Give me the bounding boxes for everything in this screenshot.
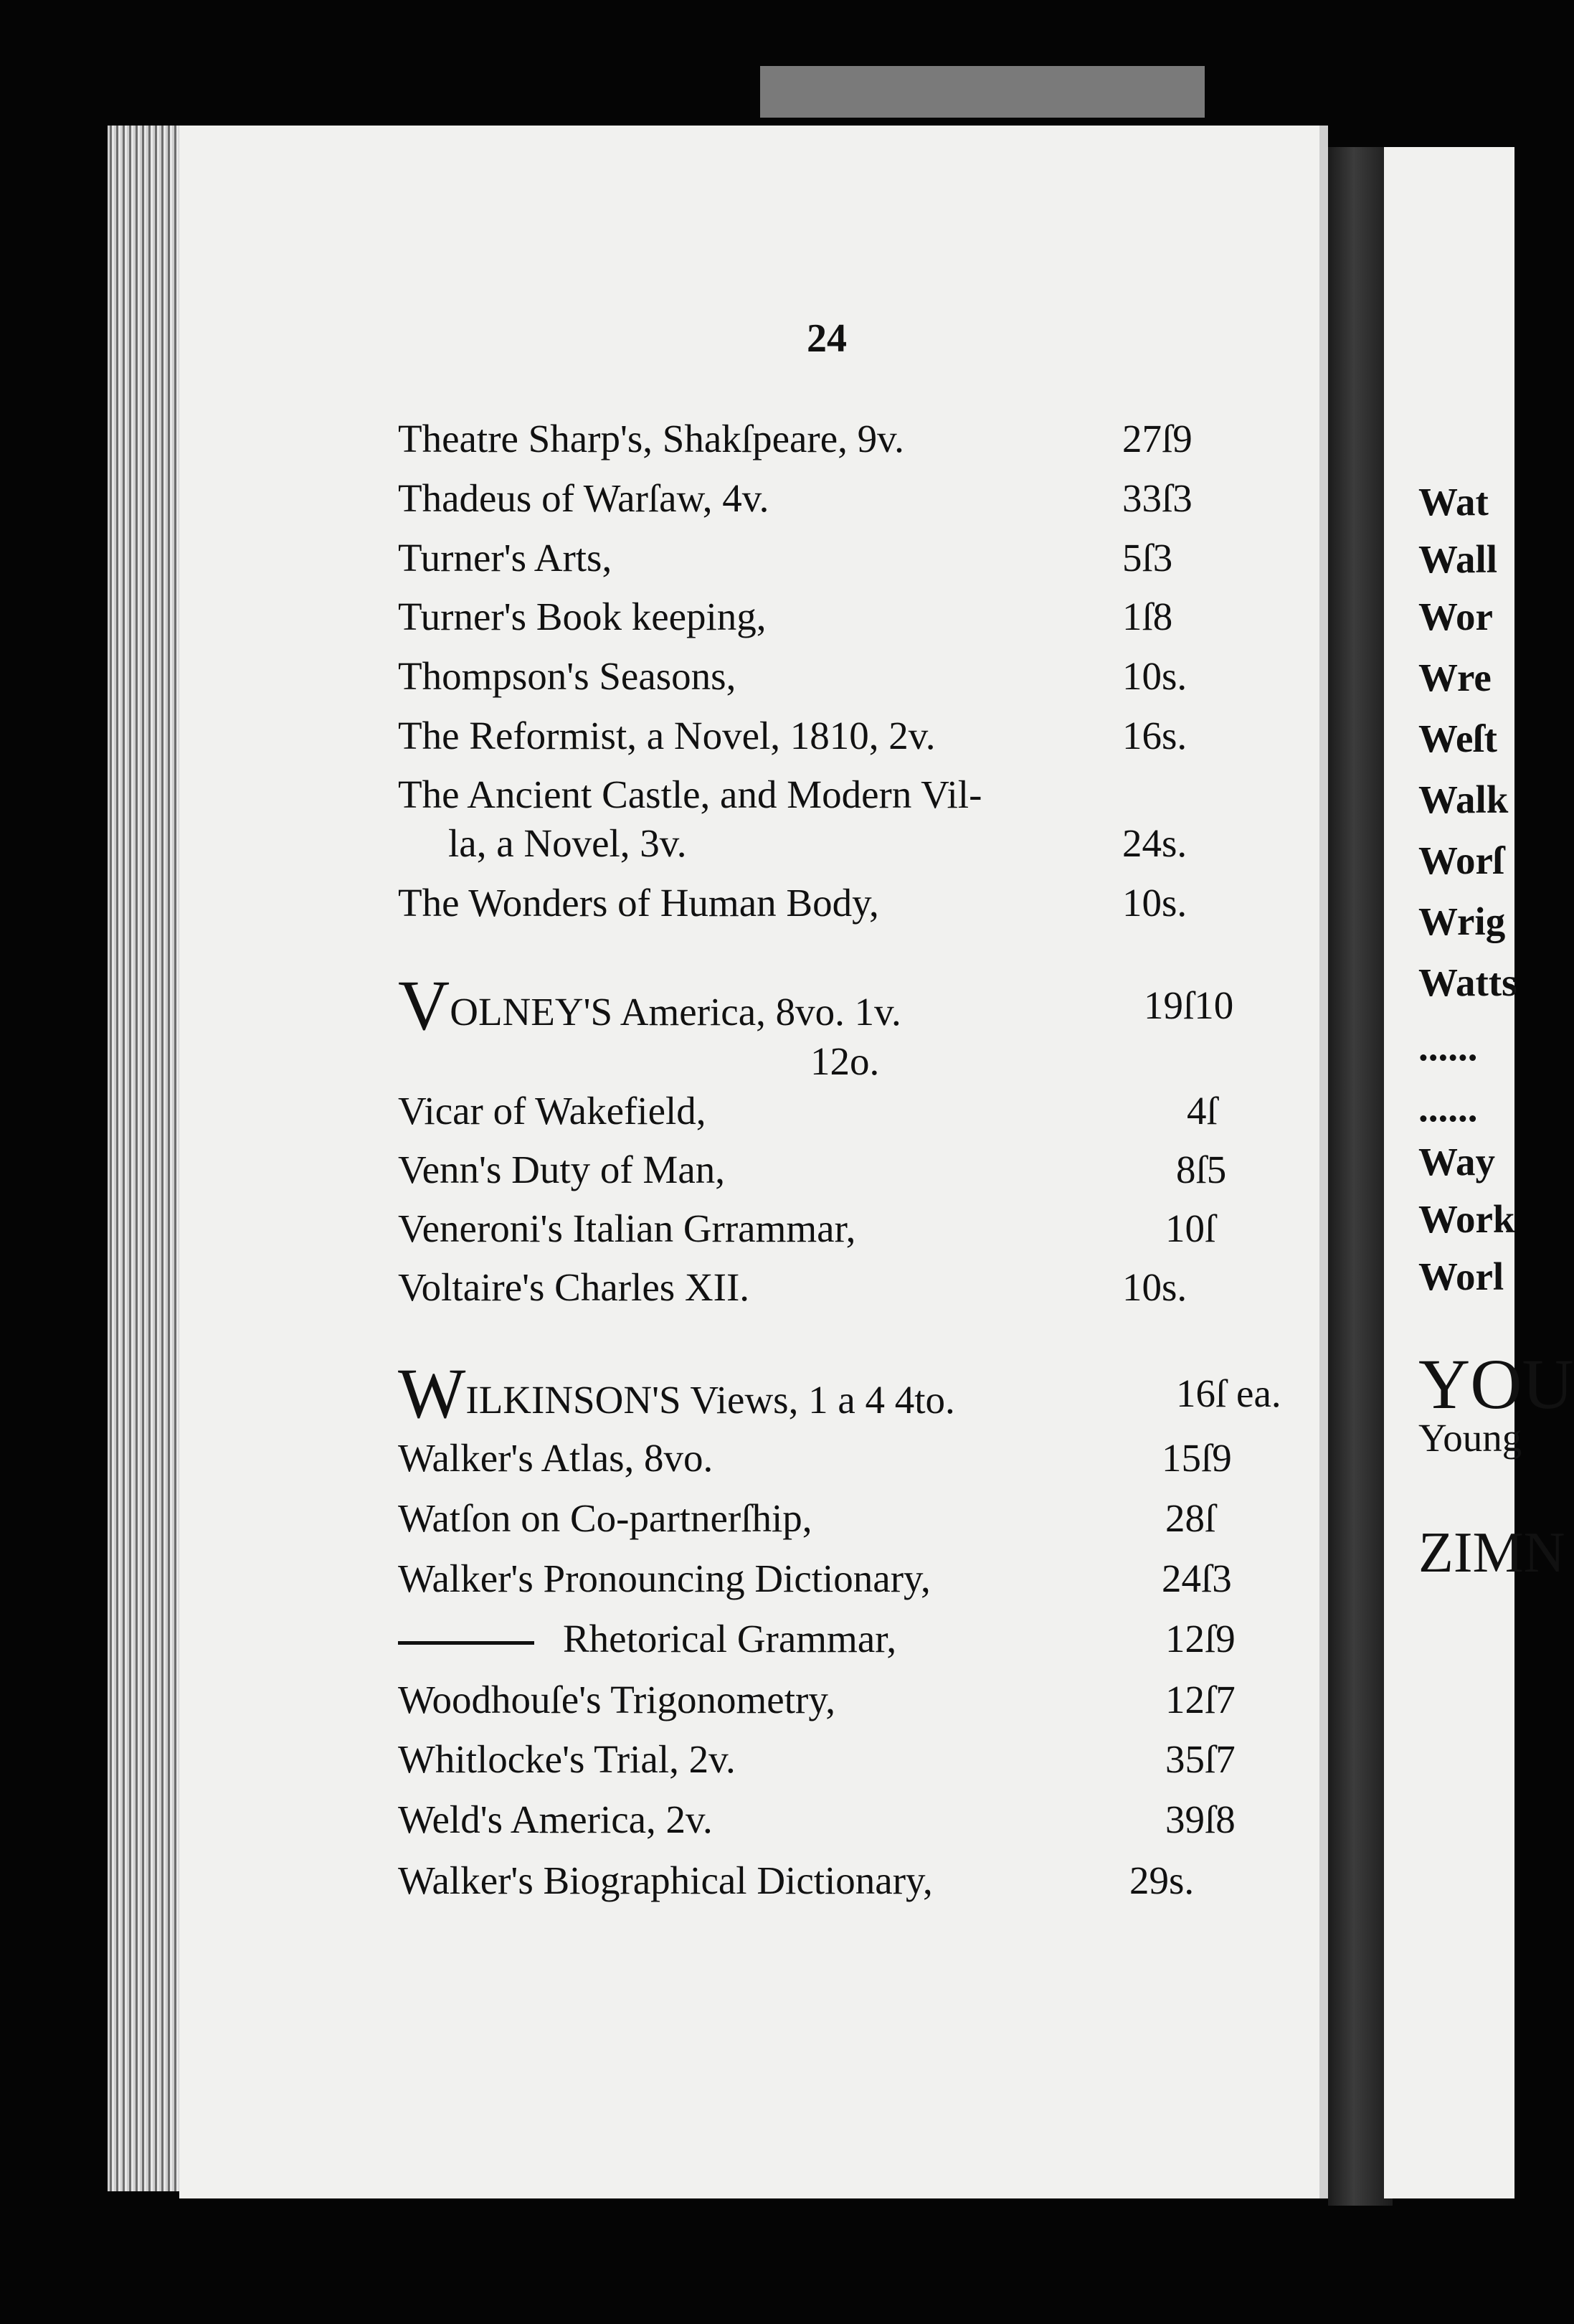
list-item bbox=[398, 1259, 1280, 1316]
list-item bbox=[398, 1791, 1280, 1848]
list-item bbox=[398, 1430, 1280, 1487]
list-item bbox=[398, 1852, 1280, 1909]
fragment-text: Wor bbox=[1418, 595, 1493, 638]
section-heading-w bbox=[398, 1354, 1281, 1433]
list-item bbox=[398, 874, 1280, 932]
entry-price: 4ſ bbox=[1187, 1089, 1218, 1133]
list-item bbox=[398, 1082, 1280, 1140]
list-item bbox=[398, 1550, 1280, 1607]
entry-title: Woodhouſe's Trigonometry, bbox=[398, 1678, 835, 1721]
entry-price: 24ſ3 bbox=[1162, 1557, 1232, 1600]
fragment-text: Worl bbox=[1418, 1255, 1504, 1298]
section-heading-v bbox=[398, 965, 1280, 1045]
entry-title: Weld's America, 2v. bbox=[398, 1798, 713, 1841]
entry-price: 24s. bbox=[1122, 821, 1187, 865]
entry-title: Theatre Sharp's, Shakſpeare, 9v. bbox=[398, 417, 904, 460]
entry-price: 33ſ3 bbox=[1122, 476, 1193, 520]
entry-title: The Reformist, a Novel, 1810, 2v. bbox=[398, 714, 936, 757]
entry-price: 28ſ bbox=[1165, 1496, 1216, 1540]
entry-price: 16s. bbox=[1122, 714, 1187, 757]
fragment-text: Wall bbox=[1418, 537, 1498, 581]
list-item bbox=[398, 815, 1280, 872]
list-item bbox=[398, 588, 1280, 646]
entry-title: The Ancient Castle, and Modern Vil- bbox=[398, 773, 982, 816]
list-item bbox=[398, 470, 1280, 527]
entry-price: 27ſ9 bbox=[1122, 417, 1193, 460]
entry-title: Whitlocke's Trial, 2v. bbox=[398, 1737, 736, 1781]
entry-price: 10s. bbox=[1122, 881, 1187, 925]
entry-price: 5ſ3 bbox=[1122, 536, 1173, 580]
ditto-dash bbox=[398, 1641, 534, 1645]
entry-title: Thompson's Seasons, bbox=[398, 654, 736, 698]
fragment-text: Wre bbox=[1418, 656, 1492, 699]
entry-price: 8ſ5 bbox=[1176, 1148, 1227, 1191]
list-item bbox=[398, 707, 1280, 765]
entry-title: Veneroni's Italian Grrammar, bbox=[398, 1206, 856, 1250]
top-scan-strip bbox=[760, 66, 1205, 118]
drop-initial: W bbox=[398, 1354, 466, 1433]
heading-price: 19ſ10 bbox=[1144, 983, 1234, 1027]
fragment-heading: ZIMN bbox=[1418, 1521, 1565, 1584]
entry-title: Walker's Pronouncing Dictionary, bbox=[398, 1557, 931, 1600]
entry-price: 10s. bbox=[1122, 1265, 1187, 1309]
entry-title: The Wonders of Human Body, bbox=[398, 881, 879, 925]
list-item bbox=[398, 1200, 1280, 1257]
list-item bbox=[398, 1610, 1280, 1668]
heading-text: ILKINSON'S Views, 1 a 4 4to. bbox=[465, 1378, 955, 1422]
entry-title: Voltaire's Charles XII. bbox=[398, 1265, 750, 1309]
fragment-text: Walk bbox=[1418, 778, 1509, 821]
entry-price: 39ſ8 bbox=[1165, 1798, 1236, 1841]
entry-title: la, a Novel, 3v. bbox=[448, 821, 687, 865]
heading-text: OLNEY'S America, 8vo. 1v. bbox=[450, 990, 901, 1034]
entry-title: Watſon on Co-partnerſhip, bbox=[398, 1496, 812, 1540]
entry-title: Turner's Book keeping, bbox=[398, 595, 767, 638]
entry-price: 35ſ7 bbox=[1165, 1737, 1236, 1781]
fragment-text: ...... bbox=[1418, 1025, 1478, 1069]
entry-title: Venn's Duty of Man, bbox=[398, 1148, 725, 1191]
list-item bbox=[398, 410, 1280, 468]
list-item bbox=[398, 1490, 1280, 1547]
entry-price: 12ſ7 bbox=[1165, 1678, 1236, 1721]
entry-price: 10ſ bbox=[1165, 1206, 1216, 1250]
list-item bbox=[398, 648, 1280, 705]
entry-price: 15ſ9 bbox=[1162, 1436, 1232, 1480]
list-item bbox=[398, 1731, 1280, 1788]
book-gutter bbox=[1328, 147, 1393, 2206]
fragment-text: Weſt bbox=[1418, 717, 1497, 760]
entry-price: 1ſ8 bbox=[1122, 595, 1173, 638]
fragment-text: Way bbox=[1418, 1140, 1495, 1184]
entry-title: Walker's Atlas, 8vo. bbox=[398, 1436, 713, 1480]
fragment-text: Worſ bbox=[1418, 839, 1504, 882]
format-label: 12o. bbox=[810, 1039, 880, 1083]
entry-price: 10s. bbox=[1122, 654, 1187, 698]
entry-title: Thadeus of Warſaw, 4v. bbox=[398, 476, 769, 520]
fragment-heading: YOU bbox=[1418, 1344, 1574, 1424]
fragment-text: Young bbox=[1418, 1416, 1522, 1460]
list-item bbox=[398, 1671, 1280, 1729]
entry-title: Rhetorical Grammar, bbox=[563, 1617, 897, 1661]
fragment-text: Watts bbox=[1418, 960, 1517, 1004]
fragment-text: Wrig bbox=[1418, 899, 1506, 943]
entry-price: 12ſ9 bbox=[1165, 1617, 1236, 1661]
entry-title: Vicar of Wakefield, bbox=[398, 1089, 706, 1133]
entry-price: 29s. bbox=[1129, 1858, 1195, 1902]
fragment-text: Wat bbox=[1418, 480, 1489, 524]
fragment-text: ...... bbox=[1418, 1086, 1478, 1130]
heading-price: 16ſ ea. bbox=[1176, 1371, 1281, 1415]
drop-initial: V bbox=[398, 965, 450, 1045]
page-number: 24 bbox=[807, 316, 847, 361]
entry-title: Walker's Biographical Dictionary, bbox=[398, 1858, 933, 1902]
list-item bbox=[398, 529, 1280, 587]
list-item bbox=[398, 1141, 1280, 1199]
entry-title: Turner's Arts, bbox=[398, 536, 612, 580]
fragment-text: Work bbox=[1418, 1197, 1515, 1241]
